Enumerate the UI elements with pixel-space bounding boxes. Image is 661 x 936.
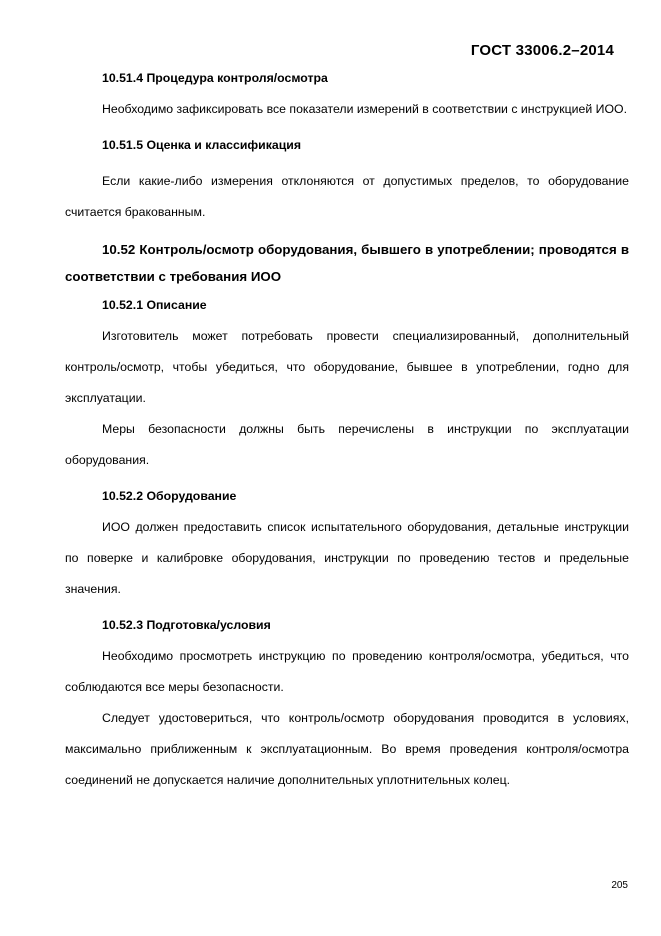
document-body <box>65 63 629 796</box>
paragraph: Изготовитель может потребовать провести специализированный, дополнительный контроль/осмотр, чтобы убедиться, что оборудование, бывшее в употреблении, годно для эксплуатации. <box>65 329 629 405</box>
section-heading-10-51-4: 10.51.4 Процедура контроля/осмотра <box>102 71 328 85</box>
section-heading-10-51-5: 10.51.5 Оценка и классификация <box>102 138 302 152</box>
paragraph: Необходимо зафиксировать все показатели измерений в соответствии с инструкцией ИОО. <box>102 102 628 116</box>
document-header: ГОСТ 33006.2–2014 <box>470 42 614 59</box>
page-number: 205 <box>611 880 628 891</box>
section-heading-10-52-3: 10.52.3 Подготовка/условия <box>102 618 271 632</box>
paragraph: Необходимо просмотреть инструкцию по проведению контроля/осмотра, убедиться, что соблюдаются все меры безопасности. <box>65 649 629 694</box>
paragraph: Следует удостовериться, что контроль/осмотр оборудования проводится в условиях, максимально приближенным к эксплуатационным. Во время проведения контроля/осмотра соединений не допускается наличие дополнительных уплотнительных колец. <box>65 711 629 787</box>
paragraph: Меры безопасности должны быть перечислены в инструкции по эксплуатации оборудования. <box>65 422 629 467</box>
section-heading-10-52-2: 10.52.2 Оборудование <box>102 489 237 503</box>
paragraph: ИОО должен предоставить список испытательного оборудования, детальные инструкции по поверке и калибровке оборудования, инструкции по проведению тестов и предельные значения. <box>65 520 629 596</box>
paragraph: Если какие-либо измерения отклоняются от допустимых пределов, то оборудование считается бракованным. <box>65 174 629 219</box>
section-heading-10-52: 10.52 Контроль/осмотр оборудования, бывшего в употреблении; проводятся в соответствии с требования ИОО <box>65 242 629 284</box>
section-heading-10-52-1: 10.52.1 Описание <box>102 298 207 312</box>
